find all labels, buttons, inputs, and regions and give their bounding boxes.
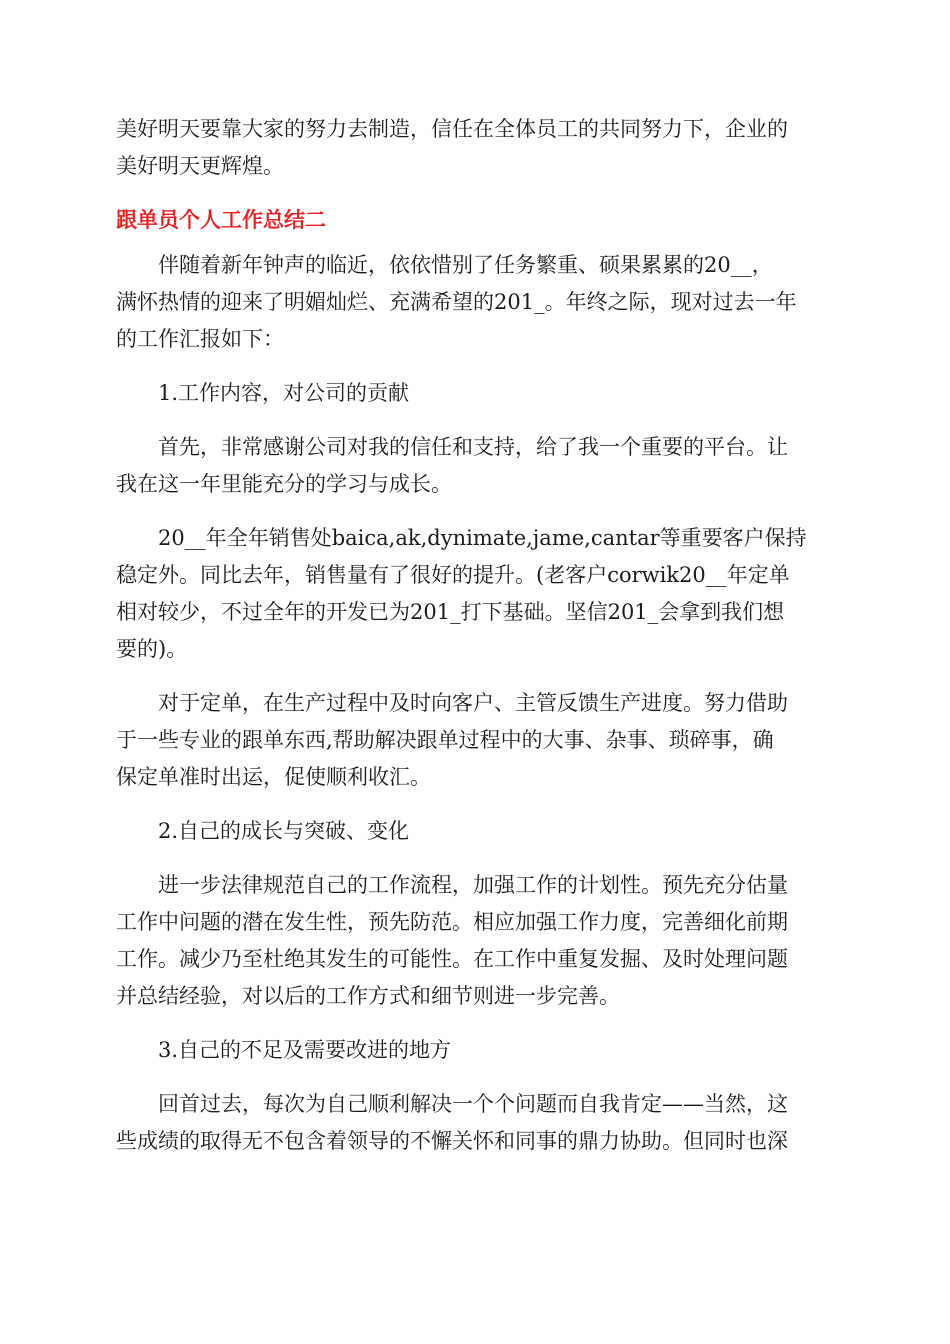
subheading-growth: 2.自己的成长与突破、变化 (158, 819, 410, 843)
text-line: 保定单准时出运，促使顺利收汇。 (116, 765, 431, 789)
intro-paragraph (116, 111, 834, 185)
text-line: 美好明天更辉煌。 (116, 154, 284, 178)
text-line: 些成绩的取得无不包含着领导的不懈关怀和同事的鼎力协助。但同时也深 (116, 1129, 788, 1153)
text-line: 20__年全年销售处baica,ak,dynimate,jame,cantar等重要客户保持 (158, 526, 807, 550)
text-line: 工作。减少乃至杜绝其发生的可能性。在工作中重复发掘、及时处理问题 (116, 947, 788, 971)
text-line: 满怀热情的迎来了明媚灿烂、充满希望的201_。年终之际，现对过去一年 (116, 290, 797, 314)
paragraph-sales (116, 520, 834, 668)
text-line: 进一步法律规范自己的工作流程，加强工作的计划性。预先充分估量 (158, 873, 788, 897)
text-line: 于一些专业的跟单东西,帮助解决跟单过程中的大事、杂事、琐碎事，确 (116, 728, 774, 752)
text-line: 的工作汇报如下： (116, 327, 284, 351)
document-page (116, 111, 834, 1177)
section-title: 跟单员个人工作总结二 (116, 208, 326, 232)
text-line: 稳定外。同比去年，销售量有了很好的提升。(老客户corwik20__年定单 (116, 563, 790, 587)
text-line: 对于定单，在生产过程中及时向客户、主管反馈生产进度。努力借助 (158, 691, 788, 715)
paragraph-review (116, 1086, 834, 1160)
text-line: 回首过去，每次为自己顺利解决一个个问题而自我肯定——当然，这 (158, 1092, 788, 1116)
subheading-work-content: 1.工作内容，对公司的贡献 (158, 381, 410, 405)
text-line: 美好明天要靠大家的努力去制造，信任在全体员工的共同努力下，企业的 (116, 117, 788, 141)
text-line: 相对较少，不过全年的开发已为201_打下基础。坚信201_会拿到我们想 (116, 600, 785, 624)
text-line: 要的)。 (116, 637, 188, 661)
text-line: 首先，非常感谢公司对我的信任和支持，给了我一个重要的平台。让 (158, 435, 788, 459)
text-line: 伴随着新年钟声的临近，依依惜别了任务繁重、硕果累累的20__， (158, 253, 773, 277)
paragraph-process (116, 867, 834, 1015)
opening-paragraph (116, 247, 834, 358)
text-line: 我在这一年里能充分的学习与成长。 (116, 472, 452, 496)
text-line: 工作中问题的潜在发生性，预先防范。相应加强工作力度，完善细化前期 (116, 910, 788, 934)
paragraph-thanks (116, 429, 834, 503)
subheading-shortcomings: 3.自己的不足及需要改进的地方 (158, 1038, 452, 1062)
text-line: 并总结经验，对以后的工作方式和细节则进一步完善。 (116, 984, 620, 1008)
paragraph-orders (116, 685, 834, 796)
